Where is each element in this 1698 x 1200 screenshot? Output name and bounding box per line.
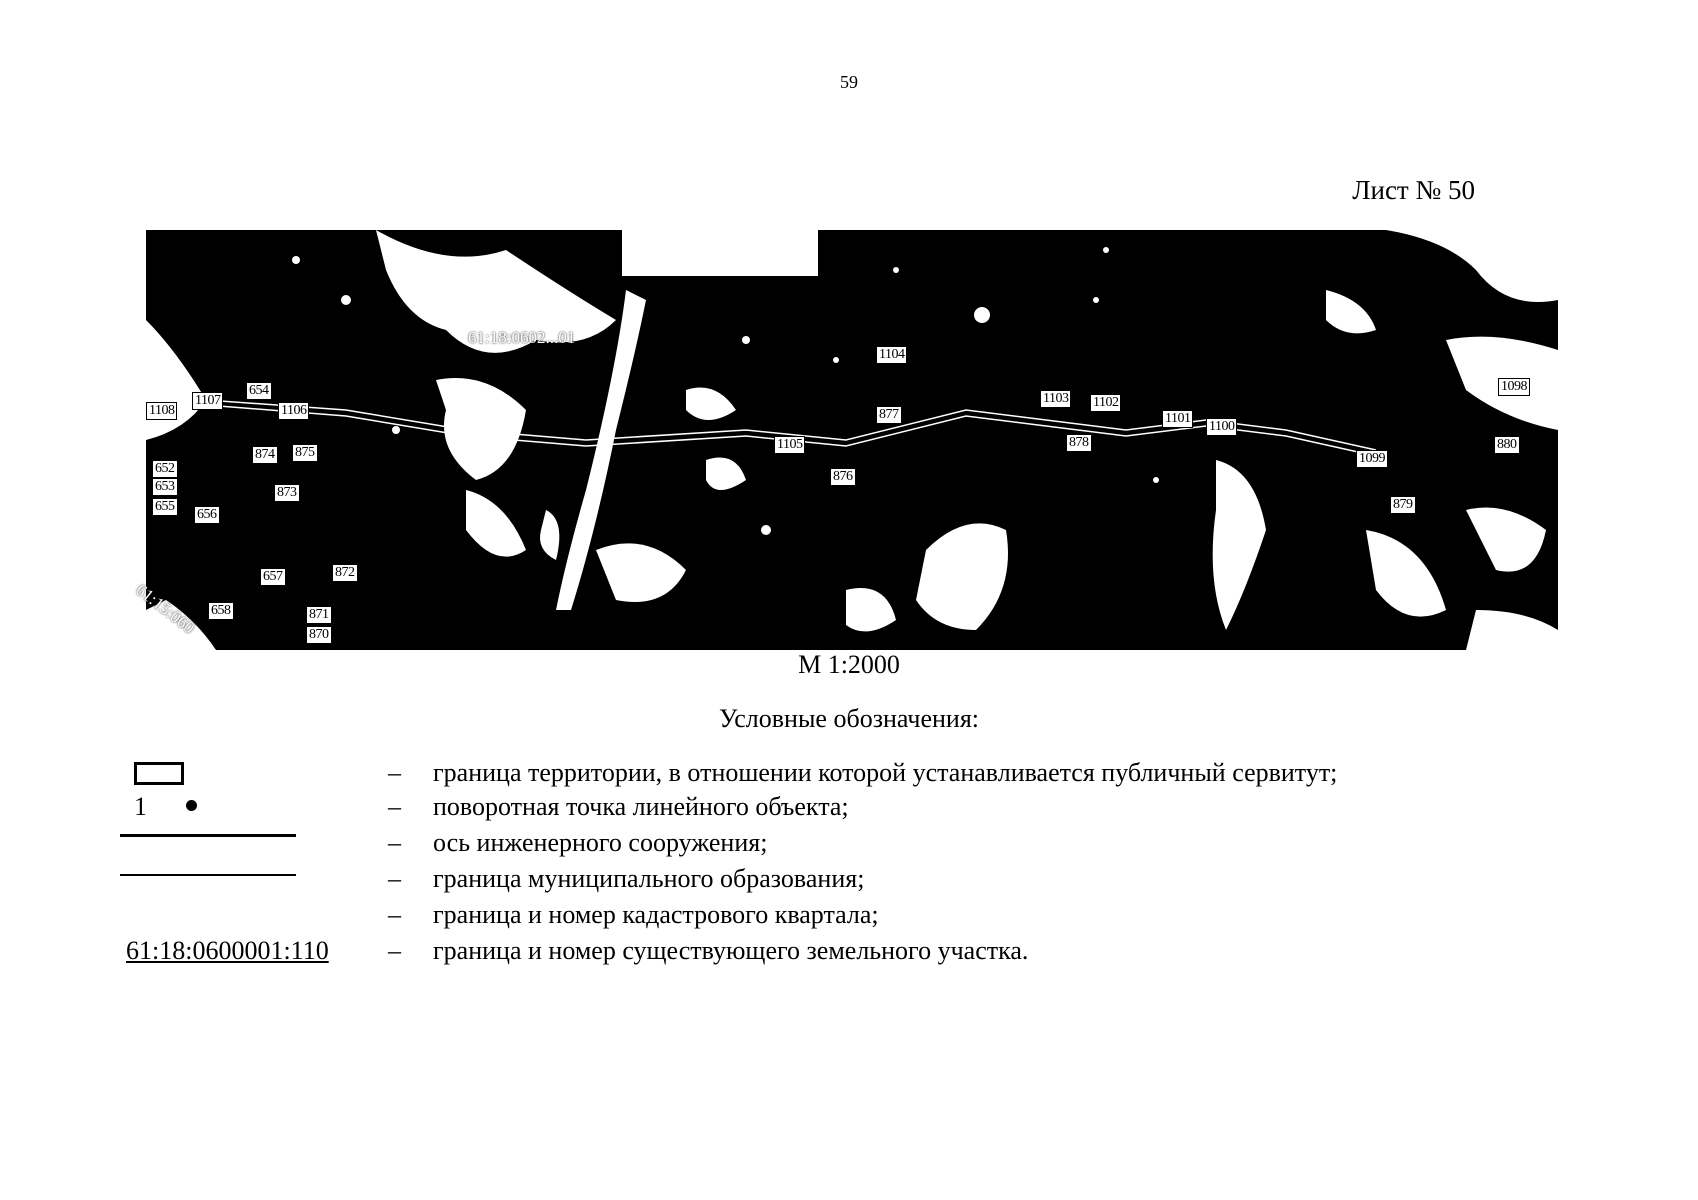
legend-symbol: [120, 828, 360, 862]
legend-item: [120, 864, 1520, 898]
point-number: 1: [134, 792, 147, 821]
legend-dash: –: [388, 792, 401, 821]
legend-symbol: [120, 758, 360, 792]
legend-symbol: [120, 900, 360, 934]
point-label: 877: [876, 406, 902, 424]
map-image: [132, 230, 1558, 650]
legend-dash: –: [388, 828, 401, 857]
legend-symbol: [120, 864, 360, 898]
point-label: 1105: [774, 436, 805, 454]
legend-title: Условные обозначения:: [718, 704, 980, 733]
point-label: 871: [306, 606, 332, 624]
legend-item: [120, 936, 1520, 970]
legend-text: граница и номер кадастрового квартала;: [433, 900, 879, 929]
page-number: 59: [840, 72, 858, 92]
point-label: 870: [306, 626, 332, 644]
legend-text: граница и номер существующего земельного участка.: [433, 936, 1029, 965]
cadastral-quarter-label: 61:18:0602...01: [468, 328, 576, 347]
point-label: 873: [274, 484, 300, 502]
legend-item: [120, 758, 1520, 792]
legend-symbol: [120, 792, 360, 826]
legend-item: [120, 828, 1520, 862]
point-label: 654: [246, 382, 272, 400]
point-label: 655: [152, 498, 178, 516]
point-label: 652: [152, 460, 178, 478]
point-label: 653: [152, 478, 178, 496]
axis-line-icon: [120, 834, 296, 837]
point-label: 657: [260, 568, 286, 586]
legend-dash: –: [388, 864, 401, 893]
point-label: 656: [194, 506, 220, 524]
point-label: 872: [332, 564, 358, 582]
point-label: 1100: [1206, 418, 1237, 436]
legend-dash: –: [388, 900, 401, 929]
legend-text: граница территории, в отношении которой устанавливается публичный сервитут;: [433, 758, 1338, 787]
point-label: 874: [252, 446, 278, 464]
redacted-block: [622, 230, 818, 276]
point-label: 876: [830, 468, 856, 486]
point-dot-icon: [186, 800, 197, 811]
municipal-boundary-line-icon: [120, 874, 296, 876]
legend-symbol: [120, 936, 360, 970]
point-label: 880: [1494, 436, 1520, 454]
legend-dash: –: [388, 936, 401, 965]
parcel-number-sample: 61:18:0600001:110: [126, 936, 329, 965]
legend-item: [120, 792, 1520, 826]
legend-text: ось инженерного сооружения;: [433, 828, 768, 857]
legend-item: [120, 900, 1520, 934]
point-label: 1101: [1162, 410, 1193, 428]
point-label: 875: [292, 444, 318, 462]
point-label: 1107: [192, 392, 223, 410]
point-label: 1103: [1040, 390, 1071, 408]
point-label: 1106: [278, 402, 309, 420]
point-label: 879: [1390, 496, 1416, 514]
point-label: 1102: [1090, 394, 1121, 412]
aerial-photo: [146, 230, 1558, 650]
boundary-rectangle-icon: [134, 762, 184, 785]
map-scale: М 1:2000: [798, 650, 900, 679]
legend-text: поворотная точка линейного объекта;: [433, 792, 849, 821]
sheet-label: Лист № 50: [1352, 175, 1475, 205]
legend-dash: –: [388, 758, 401, 787]
legend-text: граница муниципального образования;: [433, 864, 865, 893]
point-label: 1108: [146, 402, 177, 420]
point-label: 1098: [1498, 378, 1530, 396]
point-label: 658: [208, 602, 234, 620]
point-label: 1099: [1356, 450, 1388, 468]
cadastral-quarter-label: 61:15:060: [132, 580, 199, 638]
point-label: 878: [1066, 434, 1092, 452]
point-label: 1104: [876, 346, 907, 364]
